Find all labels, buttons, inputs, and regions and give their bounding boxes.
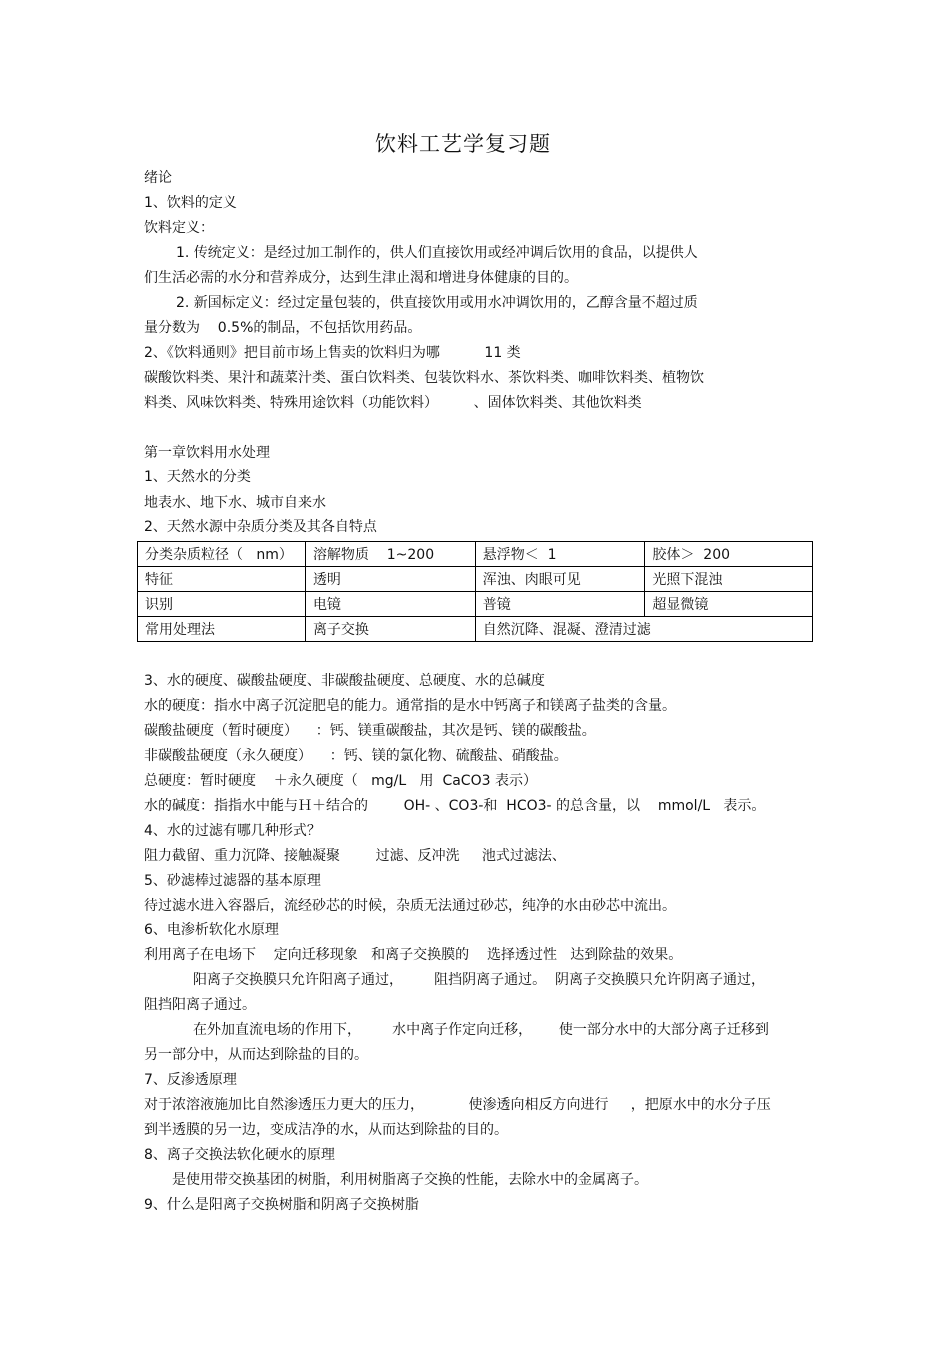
text-line: 到半透膜的另一边，变成洁净的水，从而达到除盐的目的。 (144, 1122, 508, 1138)
text-line: 利用离子在电场下 定向迁移现象 和离子交换膜的 选择透过性 达到除盐的效果。 (144, 947, 683, 963)
question-heading: 7、反渗透原理 (144, 1072, 237, 1088)
table-cell: 浑浊、肉眼可见 (475, 567, 645, 592)
table-row (138, 617, 813, 642)
text-line: 是使用带交换基团的树脂，利用树脂离子交换的性能，去除水中的金属离子。 (172, 1172, 648, 1188)
text-line: 料类、风味饮料类、特殊用途饮料（功能饮料） 、固体饮料类、其他饮料类 (144, 395, 642, 411)
table-cell: 常用处理法 (138, 617, 306, 642)
table-cell: 超显微镜 (645, 592, 813, 617)
table-cell: 透明 (305, 567, 475, 592)
text-line: 饮料定义： (144, 220, 214, 236)
page-title: 饮料工艺学复习题 (375, 132, 551, 156)
table-cell: 离子交换 (305, 617, 475, 642)
text-line: 2. 新国标定义：经过定量包装的，供直接饮用或用水冲调饮用的，乙醇含量不超过质 (176, 295, 698, 311)
table-cell: 特征 (138, 567, 306, 592)
text-line: 总硬度：暂时硬度 ＋永久硬度（ mg/L 用 CaCO3 表示） (144, 773, 537, 789)
text-line: 碳酸盐硬度（暂时硬度） ：钙、镁重碳酸盐，其次是钙、镁的碳酸盐。 (144, 723, 596, 739)
text-line: 碳酸饮料类、果汁和蔬菜汁类、蛋白饮料类、包装饮料水、茶饮料类、咖啡饮料类、植物饮 (144, 370, 704, 386)
text-line: 水的碱度：指指水中能与Ｈ＋结合的 OH- 、CO3-和 HCO3- 的总含量，以 mmol/L 表示。 (144, 798, 766, 814)
table-row (138, 592, 813, 617)
table-row (138, 542, 813, 567)
impurity-table (137, 541, 813, 642)
question-heading: 4、水的过滤有哪几种形式？ (144, 823, 321, 839)
question-heading: 2、《饮料通则》把目前市场上售卖的饮料归为哪 11 类 (144, 345, 521, 361)
question-heading: 2、天然水源中杂质分类及其各自特点 (144, 519, 377, 535)
text-line: 待过滤水进入容器后，流经砂芯的时候，杂质无法通过砂芯，纯净的水由砂芯中流出。 (144, 898, 676, 914)
table-cell: 自然沉降、混凝、澄清过滤 (475, 617, 812, 642)
text-line: 1. 传统定义：是经过加工制作的，供人们直接饮用或经冲调后饮用的食品，以提供人 (176, 245, 698, 261)
text-line: 们生活必需的水分和营养成分，达到生津止渴和增进身体健康的目的。 (144, 270, 578, 286)
question-heading: 1、天然水的分类 (144, 469, 251, 485)
table-cell: 分类杂质粒径（ nm） (138, 542, 306, 567)
chapter-heading: 第一章饮料用水处理 (144, 445, 270, 461)
question-heading: 9、什么是阳离子交换树脂和阴离子交换树脂 (144, 1197, 419, 1213)
text-line: 地表水、地下水、城市自来水 (144, 495, 326, 511)
text-line: 阻力截留、重力沉降、接触凝聚 过滤、反冲洗 池式过滤法、 (144, 848, 566, 864)
text-line: 对于浓溶液施加比自然渗透压力更大的压力， 使渗透向相反方向进行 ，把原水中的水分子压 (144, 1097, 771, 1113)
text-line: 阳离子交换膜只允许阳离子通过， 阻挡阴离子通过。 阴离子交换膜只允许阴离子通过， (193, 972, 766, 988)
table-cell: 悬浮物＜ 1 (475, 542, 645, 567)
text-line: 阻挡阳离子通过。 (144, 997, 256, 1013)
text-line: 非碳酸盐硬度（永久硬度） ：钙、镁的氯化物、硫酸盐、硝酸盐。 (144, 748, 568, 764)
question-heading: 1、饮料的定义 (144, 195, 237, 211)
table-cell: 胶体＞ 200 (645, 542, 813, 567)
table-cell: 光照下混浊 (645, 567, 813, 592)
section-heading-intro: 绪论 (144, 170, 172, 186)
table-cell: 普镜 (475, 592, 645, 617)
table-cell: 电镜 (305, 592, 475, 617)
text-line: 水的硬度：指水中离子沉淀肥皂的能力。通常指的是水中钙离子和镁离子盐类的含量。 (144, 698, 676, 714)
table-cell: 溶解物质 1~200 (305, 542, 475, 567)
question-heading: 3、水的硬度、碳酸盐硬度、非碳酸盐硬度、总硬度、水的总碱度 (144, 673, 545, 689)
question-heading: 6、电渗析软化水原理 (144, 922, 279, 938)
question-heading: 5、砂滤棒过滤器的基本原理 (144, 873, 321, 889)
question-heading: 8、离子交换法软化硬水的原理 (144, 1147, 335, 1163)
table-row (138, 567, 813, 592)
table-cell: 识别 (138, 592, 306, 617)
text-line: 在外加直流电场的作用下， 水中离子作定向迁移， 使一部分水中的大部分离子迁移到 (193, 1022, 769, 1038)
text-line: 量分数为 0.5%的制品，不包括饮用药品。 (144, 320, 422, 336)
text-line: 另一部分中，从而达到除盐的目的。 (144, 1047, 368, 1063)
